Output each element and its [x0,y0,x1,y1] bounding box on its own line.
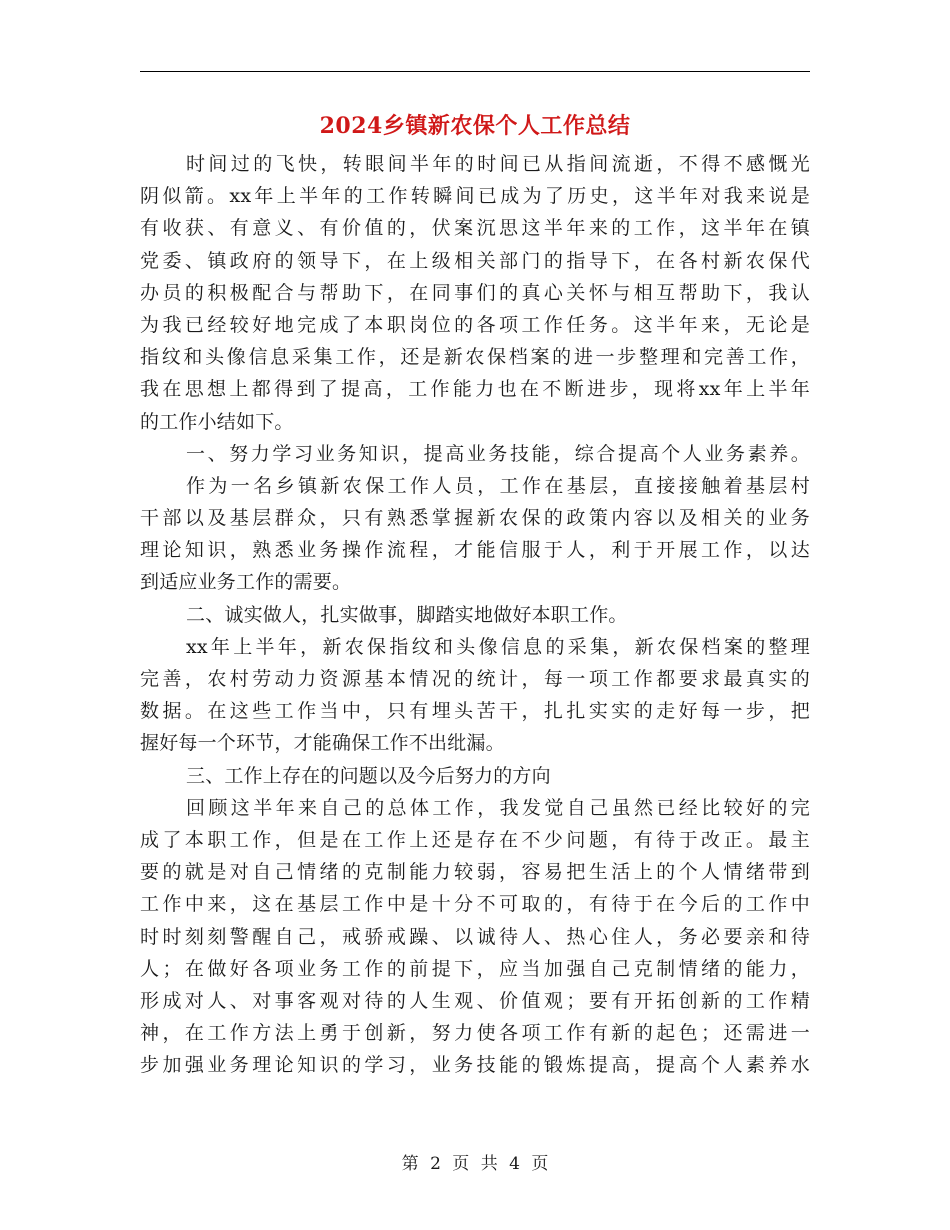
text-line: 要的就是对自己情绪的克制能力较弱，容易把生活上的个人情绪带到 [140,861,810,884]
text-line: 人；在做好各项业务工作的前提下，应当加强自己克制情绪的能力， [140,957,810,980]
text-line: 的工作小结如下。 [140,410,294,433]
text-line: 三、工作上存在的问题以及今后努力的方向 [186,764,551,787]
text-line: 指纹和头像信息采集工作，还是新农保档案的进一步整理和完善工作， [140,346,810,369]
text-line: 作为一名乡镇新农保工作人员，工作在基层，直接接触着基层村 [186,474,810,497]
text-line: 步加强业务理论知识的学习，业务技能的锻炼提高，提高个人素养水 [140,1054,810,1077]
text-line: 理论知识，熟悉业务操作流程，才能信服于人，利于开展工作，以达 [140,539,810,562]
text-line: 回顾这半年来自己的总体工作，我发觉自己虽然已经比较好的完 [186,796,810,819]
text-line: 阴似箭。xx年上半年的工作转瞬间已成为了历史，这半年对我来说是 [140,185,810,208]
text-line: 数据。在这些工作当中，只有埋头苦干，扎扎实实的走好每一步，把 [140,700,810,723]
text-line: 时时刻刻警醒自己，戒骄戒躁、以诚待人、热心住人，务必要亲和待 [140,925,810,948]
header-divider [140,71,810,72]
text-line: 握好每一个环节，才能确保工作不出纰漏。 [140,732,505,755]
text-line: 完善，农村劳动力资源基本情况的统计，每一项工作都要求最真实的 [140,668,810,690]
text-line: 二、诚实做人，扎实做事，脚踏实地做好本职工作。 [186,603,628,626]
text-line: 干部以及基层群众，只有熟悉掌握新农保的政策内容以及相关的业务 [140,507,810,530]
text-line: 办员的积极配合与帮助下，在同事们的真心关怀与相互帮助下，我认 [140,281,810,304]
text-line: 党委、镇政府的领导下，在上级相关部门的指导下，在各村新农保代 [140,249,810,272]
text-line: 神，在工作方法上勇于创新，努力使各项工作有新的起色；还需进一 [140,1022,810,1045]
text-line: 成了本职工作，但是在工作上还是存在不少问题，有待于改正。最主 [140,828,810,851]
text-line: 时间过的飞快，转眼间半年的时间已从指间流逝，不得不感慨光 [186,153,810,175]
text-line: 为我已经较好地完成了本职岗位的各项工作任务。这半年来，无论是 [140,313,810,336]
text-line: 一、努力学习业务知识，提高业务技能，综合提高个人业务素养。 [186,442,810,465]
document-title: 2024乡镇新农保个人工作总结 [319,113,631,139]
page-number-footer: 第 2 页 共 4 页 [401,1154,549,1174]
text-line: 到适应业务工作的需要。 [140,571,352,594]
document-body [140,148,810,1081]
text-line: 工作中来，这在基层工作中是十分不可取的，有待于在今后的工作中 [140,893,810,916]
text-line: 形成对人、对事客观对待的人生观、价值观；要有开拓创新的工作精 [140,989,810,1012]
text-line: xx年上半年，新农保指纹和头像信息的采集，新农保档案的整理 [186,635,810,658]
text-line: 有收获、有意义、有价值的，伏案沉思这半年来的工作，这半年在镇 [140,217,810,240]
text-line: 我在思想上都得到了提高，工作能力也在不断进步，现将xx年上半年 [140,378,810,401]
